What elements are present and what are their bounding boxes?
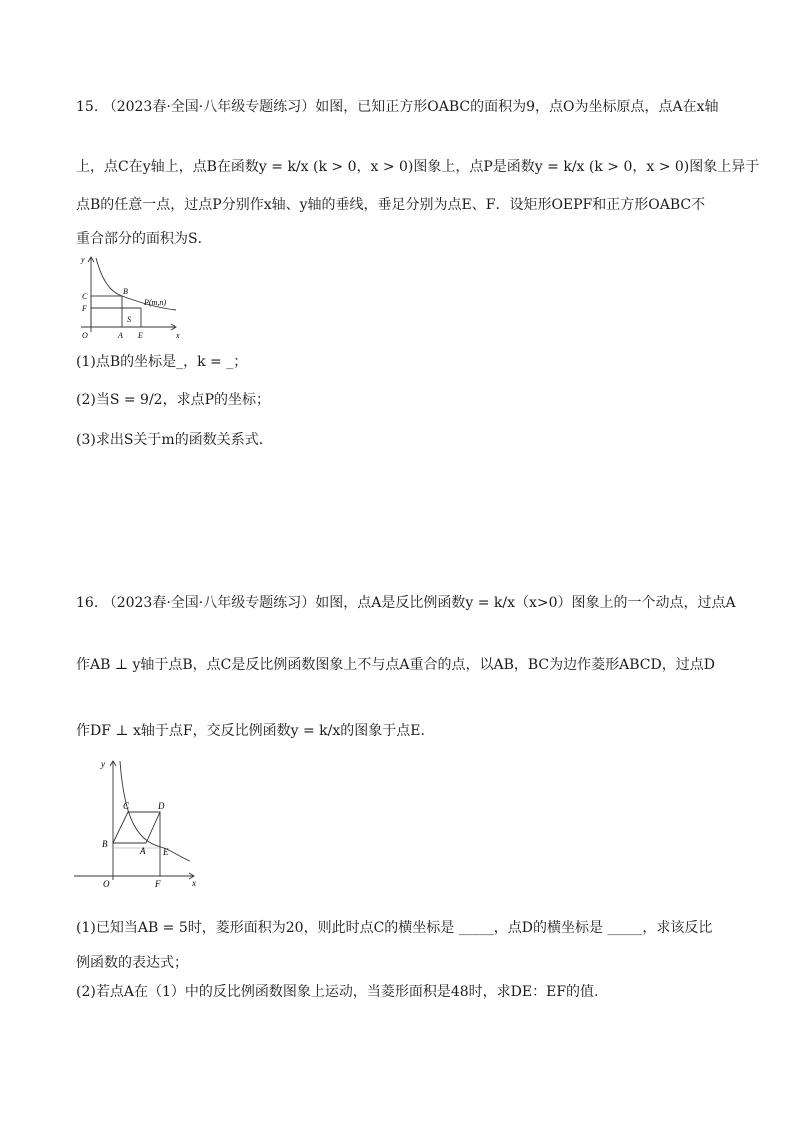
q16-label-d: D — [158, 801, 165, 811]
q15-line-3: 点B的任意一点，过点P分别作x轴、y轴的垂线，垂足分别为点E、F．设矩形OEPF和正方形OABC不 — [76, 197, 706, 213]
q16-label-y: y — [101, 759, 105, 769]
q15-label-o: O — [82, 331, 88, 340]
q15-line-2: 上，点C在y轴上，点B在函数y = k/x (k > 0，x > 0)图象上，点P是函数y = k/x (k > 0，x > 0)图象上异于 — [76, 159, 760, 175]
q15-sub-2: (2)当S = 9/2，求点P的坐标； — [76, 392, 271, 408]
q16-figure — [72, 755, 202, 890]
q16-sub-1: (1)已知当AB = 5时，菱形面积为20，则此时点C的横坐标是 _____，点D的横坐标是 _____，求该反比 — [76, 920, 713, 936]
q15-label-p: P(m,n) — [144, 298, 166, 307]
q16-label-e: E — [163, 847, 169, 857]
q16-label-x: x — [192, 878, 196, 888]
q15-label-a: A — [118, 331, 123, 340]
q16-hyperbola — [120, 761, 190, 861]
q16-label-a: A — [140, 846, 146, 856]
q15-label-b: B — [123, 287, 128, 296]
q15-label-c: C — [82, 292, 88, 301]
q16-line-3: 作DF ⊥ x轴于点F，交反比例函数y = k/x的图象于点E. — [76, 723, 425, 739]
q16-sub-1-cont: 例函数的表达式； — [76, 955, 188, 971]
q15-sub-3: (3)求出S关于m的函数关系式． — [76, 432, 273, 448]
q15-label-y: y — [81, 255, 85, 264]
q15-label-x: x — [176, 331, 180, 340]
q16-label-f: F — [155, 879, 161, 889]
q16-sub-2: (2)若点A在（1）中的反比例函数图象上运动，当菱形面积是48时，求DE：EF的值. — [76, 984, 599, 1000]
q16-rhombus-abcd — [113, 812, 160, 843]
q15-sub-1: (1)点B的坐标是_，k = _； — [76, 354, 248, 370]
q16-label-o: O — [103, 879, 110, 889]
q15-figure — [76, 252, 186, 342]
q16-label-b: B — [102, 839, 108, 849]
q15-label-s: S — [127, 315, 131, 324]
q16-line-2: 作AB ⊥ y轴于点B，点C是反比例函数图象上不与点A重合的点，以AB，BC为边作菱形ABCD，过点D — [76, 657, 715, 673]
q15-line-1: 15. （2023春·全国·八年级专题练习）如图，已知正方形OABC的面积为9，点O为坐标原点，点A在x轴 — [76, 99, 719, 115]
q16-label-c: C — [123, 801, 130, 811]
q16-line-1: 16. （2023春·全国·八年级专题练习）如图，点A是反比例函数y = k/x（x>0）图象上的一个动点，过点A — [76, 595, 736, 611]
q15-label-e: E — [138, 331, 143, 340]
q15-square-oabc — [91, 296, 122, 327]
q15-line-4: 重合部分的面积为S． — [76, 231, 212, 247]
q15-label-f: F — [82, 304, 87, 313]
